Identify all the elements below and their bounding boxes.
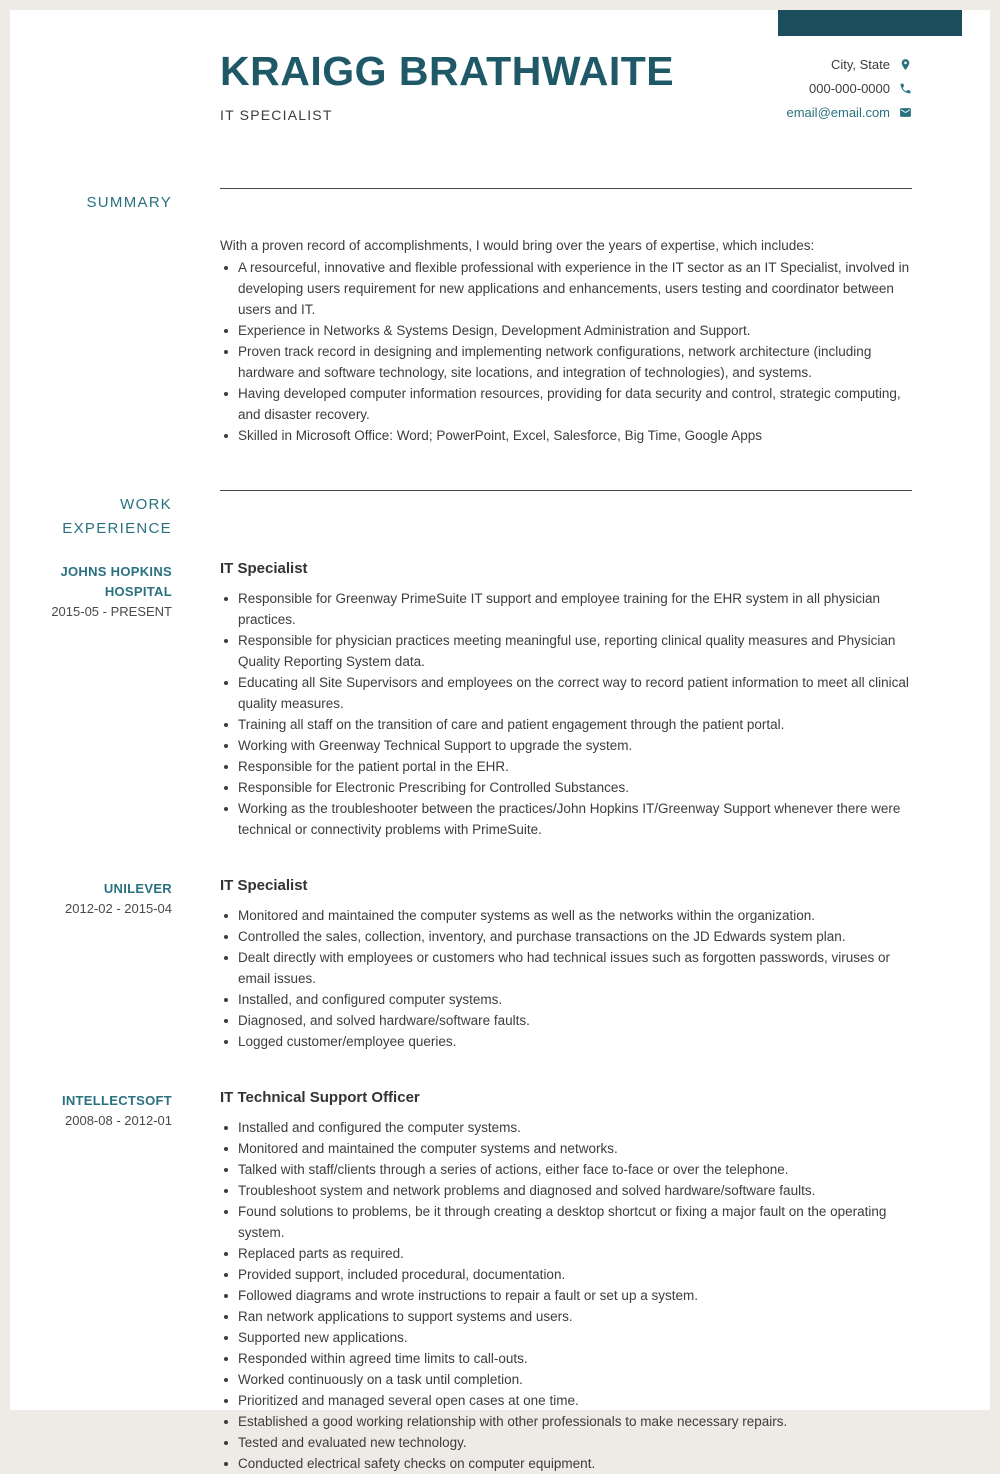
job-entry-unilever: [10, 876, 990, 1052]
job-bullet-item: Established a good working relationship with other professionals to make necessary repairs.: [220, 1411, 912, 1432]
job-bullet-item: Monitored and maintained the computer systems and networks.: [220, 1138, 912, 1159]
resume-page: [10, 10, 990, 1471]
job-title: IT Technical Support Officer: [220, 1089, 420, 1106]
job-title: IT Specialist: [220, 560, 308, 577]
company-name-line: UNILEVER: [103, 881, 172, 896]
job-dates: 2008-08 - 2012-01: [65, 1113, 172, 1128]
job-bullet-item: Monitored and maintained the computer systems as well as the networks within the organization.: [220, 905, 912, 926]
job-bullet-item: Worked continuously on a task until completion.: [220, 1369, 912, 1390]
job-bullet-item: Responsible for Greenway PrimeSuite IT support and employee training for the EHR system in all physician practices.: [220, 588, 912, 630]
job-bullet-item: Followed diagrams and wrote instructions to repair a fault or set up a system.: [220, 1285, 912, 1306]
contact-phone-row: [787, 76, 913, 100]
company-name-line: INTELLECTSOFT: [61, 1093, 172, 1108]
job-bullet-list: [220, 905, 912, 1052]
job-bullet-item: Replaced parts as required.: [220, 1243, 912, 1264]
job-dates: 2015-05 - PRESENT: [51, 604, 172, 619]
summary-bullet-list: [220, 257, 912, 446]
work-label-row: [10, 490, 990, 541]
job-bullet-item: Logged customer/employee queries.: [220, 1031, 912, 1052]
job-title: IT Specialist: [220, 877, 308, 894]
job-bullet-item: Talked with staff/clients through a series of actions, either face to-face or over the telephone.: [220, 1159, 912, 1180]
job-bullet-item: Responded within agreed time limits to call-outs.: [220, 1348, 912, 1369]
summary-label-cell: [10, 188, 172, 446]
job-bullet-item: Responsible for the patient portal in the EHR.: [220, 756, 912, 777]
candidate-name: KRAIGG BRATHWAITE: [220, 48, 675, 94]
job-bullet-item: Conducted electrical safety checks on computer equipment.: [220, 1453, 912, 1474]
job-bullet-item: Dealt directly with employees or customers who had technical issues such as forgotten passwords, viruses or email issues.: [220, 947, 912, 989]
work-experience-section: [10, 490, 990, 1474]
job-bullet-list: [220, 1117, 912, 1474]
summary-intro: With a proven record of accomplishments, I would bring over the years of expertise, which includes:: [220, 238, 815, 253]
summary-bullet-item: Having developed computer information resources, providing for data security and control, strategic computing, and disaster recovery.: [220, 383, 912, 425]
job-bullet-item: Working as the troubleshooter between the practices/John Hopkins IT/Greenway Support whenever there were technical or connectivity problems with PrimeSuite.: [220, 798, 912, 840]
job-entry-intellectsoft: [10, 1088, 990, 1474]
summary-bullet-item: Proven track record in designing and implementing network configurations, network architecture (including hardware and software technology, site locations, and integration of technologies), and systems.: [220, 341, 912, 383]
company-name-block: [10, 879, 172, 899]
job-bullet-item: Installed, and configured computer systems.: [220, 989, 912, 1010]
job-bullet-item: Responsible for physician practices meeting meaningful use, reporting clinical quality measures and Physician Quality Reporting System data.: [220, 630, 912, 672]
company-name-block: [10, 562, 172, 602]
contact-location-row: [787, 52, 913, 76]
location-text: City, State: [830, 56, 890, 72]
job-bullet-item: Installed and configured the computer systems.: [220, 1117, 912, 1138]
company-name-block: [10, 1091, 172, 1111]
phone-icon: [899, 82, 912, 95]
contact-email-row: [787, 100, 913, 124]
email-link[interactable]: email@email.com: [786, 104, 890, 120]
summary-bullet-item: Skilled in Microsoft Office: Word; PowerPoint, Excel, Salesforce, Big Time, Google Apps: [220, 425, 912, 446]
job-content: [220, 876, 912, 1052]
company-name-line: JOHNS HOPKINS: [60, 564, 172, 579]
location-pin-icon: [899, 58, 912, 71]
job-bullet-item: Responsible for Electronic Prescribing for Controlled Substances.: [220, 777, 912, 798]
identity-block: [220, 50, 674, 123]
contact-info: [787, 50, 913, 124]
job-bullet-list: [220, 588, 912, 840]
work-section-label: WORK EXPERIENCE: [62, 496, 172, 537]
summary-body: [220, 188, 912, 446]
job-bullet-item: Ran network applications to support systems and users.: [220, 1306, 912, 1327]
work-rule-line: [220, 490, 912, 541]
job-meta: [10, 1088, 172, 1474]
job-bullet-item: Diagnosed, and solved hardware/software faults.: [220, 1010, 912, 1031]
summary-section-label: SUMMARY: [86, 194, 172, 211]
job-bullet-item: Working with Greenway Technical Support to upgrade the system.: [220, 735, 912, 756]
job-bullet-item: Tested and evaluated new technology.: [220, 1432, 912, 1453]
job-bullet-item: Provided support, included procedural, documentation.: [220, 1264, 912, 1285]
work-label-cell: [10, 490, 172, 541]
job-bullet-item: Training all staff on the transition of care and patient engagement through the patient portal.: [220, 714, 912, 735]
header-accent-block: [778, 10, 962, 36]
envelope-icon: [899, 106, 912, 119]
job-bullet-item: Troubleshoot system and network problems and diagnosed and solved hardware/software faults.: [220, 1180, 912, 1201]
job-bullet-item: Supported new applications.: [220, 1327, 912, 1348]
job-content: [220, 559, 912, 840]
company-name-line: HOSPITAL: [104, 584, 172, 599]
job-bullet-item: Prioritized and managed several open cases at one time.: [220, 1390, 912, 1411]
job-meta: [10, 876, 172, 1052]
job-bullet-item: Found solutions to problems, be it through creating a desktop shortcut or fixing a major fault on the operating system.: [220, 1201, 912, 1243]
summary-section: [10, 188, 990, 446]
job-content: [220, 1088, 912, 1474]
summary-bullet-item: Experience in Networks & Systems Design, Development Administration and Support.: [220, 320, 912, 341]
job-bullet-item: Educating all Site Supervisors and employees on the correct way to record patient information to meet all clinical quality measures.: [220, 672, 912, 714]
job-bullet-item: Controlled the sales, collection, inventory, and purchase transactions on the JD Edwards system plan.: [220, 926, 912, 947]
job-entry-johns-hopkins: [10, 559, 990, 840]
phone-text: 000-000-0000: [809, 80, 890, 96]
candidate-role: IT SPECIALIST: [220, 107, 333, 124]
summary-bullet-item: A resourceful, innovative and flexible professional with experience in the IT sector as an IT Specialist, involved in developing users requirement for new applications and enhancements, users testing and coordinator between users and IT.: [220, 257, 912, 320]
job-dates: 2012-02 - 2015-04: [65, 901, 172, 916]
job-meta: [10, 559, 172, 840]
